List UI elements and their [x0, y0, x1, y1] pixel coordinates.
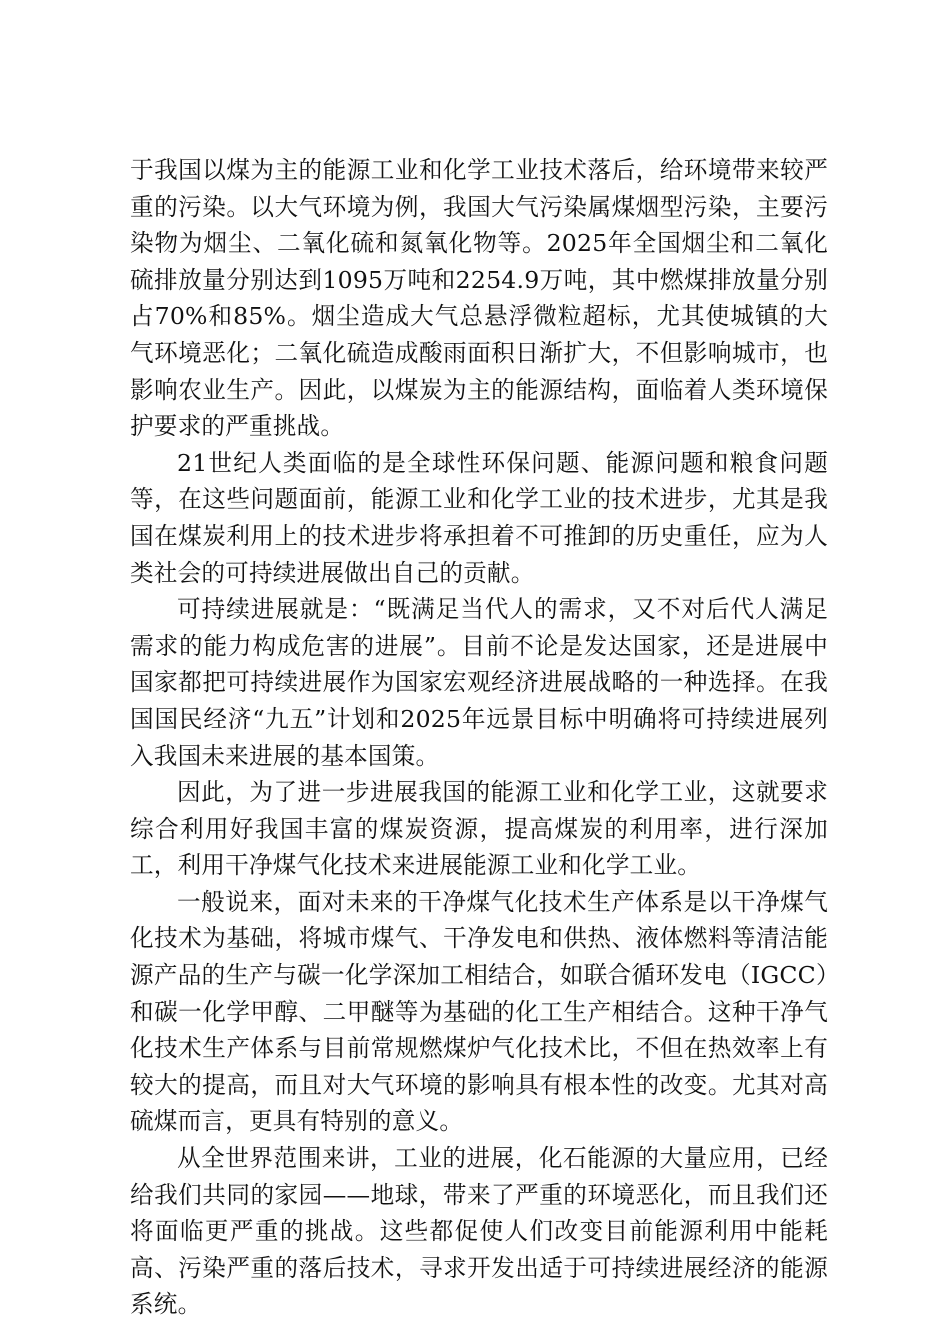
paragraph-6: 从全世界范围来讲，工业的进展，化石能源的大量应用，已经给我们共同的家园——地球，带来了严重的环境恶化，而且我们还将面临更严重的挑战。这些都促使人们改变目前能源利用中能耗高、污染严重的落后技术，寻求开发出适于可持续进展经济的能源系统。: [130, 1144, 828, 1319]
document-body: [130, 152, 828, 1323]
paragraph-3: 可持续进展就是：“既满足当代人的需求，又不对后代人满足需求的能力构成危害的进展”。目前不论是发达国家，还是进展中国家都把可持续进展作为国家宏观经济进展战略的一种选择。在我国国民经济“九五”计划和2025年远景目标中明确将可持续进展列入我国未来进展的基本国策。: [130, 595, 828, 770]
paragraph-5: 一般说来，面对未来的干净煤气化技术生产体系是以干净煤气化技术为基础，将城市煤气、干净发电和供热、液体燃料等清洁能源产品的生产与碳一化学深加工相结合，如联合循环发电（IGCC）和碳一化学甲醇、二甲醚等为基础的化工生产相结合。这种干净气化技术生产体系与目前常规燃煤炉气化技术比，不但在热效率上有较大的提高，而且对大气环境的影响具有根本性的改变。尤其对高硫煤而言，更具有特别的意义。: [130, 887, 828, 1136]
paragraph-4: 因此，为了进一步进展我国的能源工业和化学工业，这就要求综合利用好我国丰富的煤炭资源，提高煤炭的利用率，进行深加工，利用干净煤气化技术来进展能源工业和化学工业。: [130, 778, 828, 880]
paragraph-2: 21世纪人类面临的是全球性环保问题、能源问题和粮食问题等，在这些问题面前，能源工业和化学工业的技术进步，尤其是我国在煤炭利用上的技术进步将承担着不可推卸的历史重任，应为人类社会的可持续进展做出自己的贡献。: [130, 448, 828, 587]
paragraph-1: 于我国以煤为主的能源工业和化学工业技术落后，给环境带来较严重的污染。以大气环境为例，我国大气污染属煤烟型污染，主要污染物为烟尘、二氧化硫和氮氧化物等。2025年全国烟尘和二氧化硫排放量分别达到1095万吨和2254.9万吨，其中燃煤排放量分别占70%和85%。烟尘造成大气总悬浮微粒超标，尤其使城镇的大气环境恶化；二氧化硫造成酸雨面积日渐扩大，不但影响城市，也影响农业生产。因此，以煤炭为主的能源结构，面临着人类环境保护要求的严重挑战。: [130, 156, 828, 441]
